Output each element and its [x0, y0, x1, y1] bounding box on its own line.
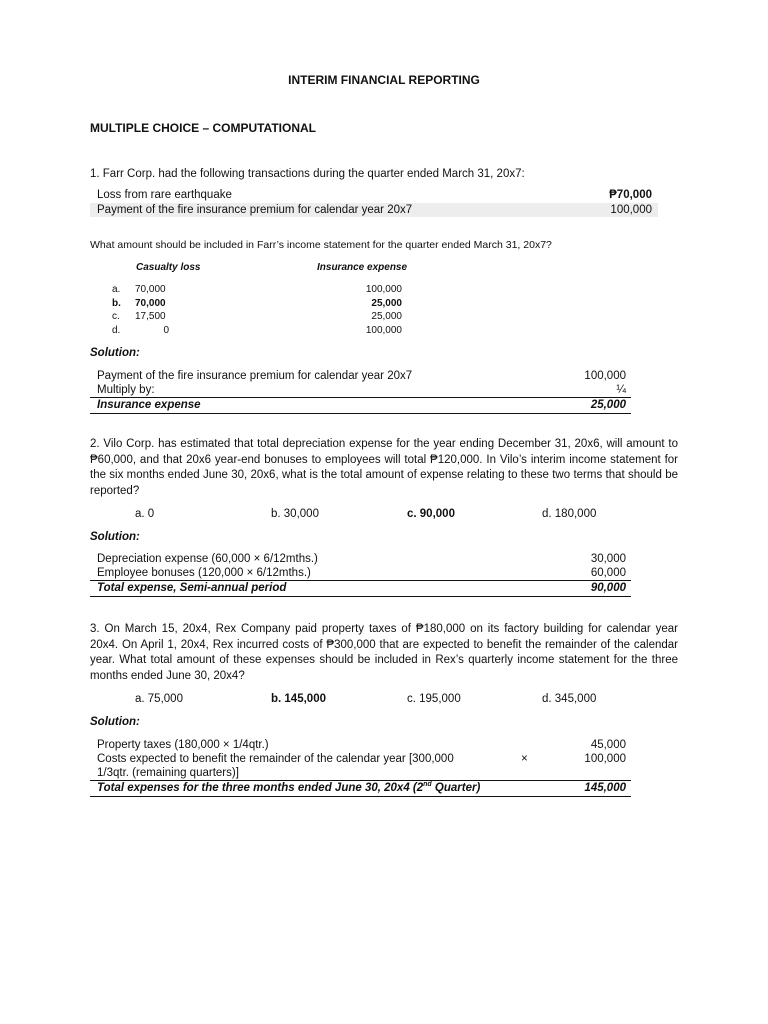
choice-insurance: 100,000 [365, 325, 402, 336]
q2-solution-amount: 30,000 [590, 553, 626, 565]
q1-solution-amount: 100,000 [584, 370, 626, 382]
divider [90, 413, 631, 414]
q2-total-amount: 90,000 [590, 582, 626, 594]
q2-solution-line: Employee bonuses (120,000 × 6/12mths.) [97, 567, 311, 579]
choice-insurance: 25,000 [371, 298, 402, 309]
q2-choice: c. 90,000 [407, 508, 455, 520]
q1-solution-line: Multiply by: [97, 384, 155, 396]
q3-solution-amount: 45,000 [590, 739, 626, 751]
q2-choice: a. 0 [135, 508, 155, 520]
q1-total-label: Insurance expense [97, 399, 201, 411]
q1-item-label: Loss from rare earthquake [97, 189, 232, 201]
choice-casualty: 70,000 [135, 298, 166, 309]
q3-choice: b. 145,000 [271, 693, 326, 705]
q3-solution-label: Solution: [90, 716, 140, 728]
choice-letter: c. [112, 311, 120, 322]
choice-insurance: 25,000 [371, 311, 402, 322]
q1-col2-header: Insurance expense [317, 262, 408, 273]
divider [90, 596, 631, 597]
q1-question: What amount should be included in Farr’s income statement for the quarter ended March 31, 20x7? [90, 239, 552, 251]
q1-item-amount: 100,000 [610, 204, 652, 216]
q3-choice: c. 195,000 [407, 693, 461, 705]
q1-total-amount: 25,000 [590, 399, 626, 411]
q1-solution-label: Solution: [90, 347, 140, 359]
choice-casualty: 0 [163, 325, 169, 336]
q2-total-label: Total expense, Semi-annual period [97, 582, 287, 594]
q3-total-label: Total expenses for the three months ended June 30, 20x4 (2nd Quarter) [97, 781, 481, 794]
q2-text: 2. Vilo Corp. has estimated that total depreciation expense for the year ending December 31, 20x6, will amount to ₱60,000, and that 20x6 year-end bonuses to employees will total ₱120,000. In Vilo’s interim income statement for the six months ended June 30, 20x6, what is the total amount of expense relating to these two terms that should be reported? [90, 438, 678, 497]
q3-solution-amount: 100,000 [584, 753, 626, 765]
q1-solution-line: Payment of the fire insurance premium for calendar year 20x7 [97, 370, 413, 382]
choice-letter: d. [112, 325, 121, 336]
q3-solution-line: Costs expected to benefit the remainder of the calendar year [300,000 [97, 753, 454, 765]
q3-total-amount: 145,000 [584, 782, 626, 794]
choice-letter: a. [112, 284, 121, 295]
q2-choice: b. 30,000 [271, 508, 319, 520]
q3-choice: a. 75,000 [135, 693, 183, 705]
q2-solution-label: Solution: [90, 531, 140, 543]
q1-text: 1. Farr Corp. had the following transactions during the quarter ended March 31, 20x7: [90, 168, 525, 180]
choice-casualty: 17,500 [135, 311, 166, 322]
q3-choice: d. 345,000 [542, 693, 597, 705]
q1-item-amount: ₱70,000 [609, 189, 652, 201]
q1-item-label: Payment of the fire insurance premium for calendar year 20x7 [97, 204, 413, 216]
q2-solution-amount: 60,000 [590, 567, 626, 579]
q1-col1-header: Casualty loss [136, 262, 201, 273]
q3-solution-line: Property taxes (180,000 × 1/4qtr.) [97, 739, 269, 751]
q1-solution-amount: ¼ [616, 384, 626, 396]
multiply-sign: × [521, 753, 528, 765]
page-title: INTERIM FINANCIAL REPORTING [288, 73, 480, 87]
choice-casualty: 70,000 [135, 284, 166, 295]
q2-solution-line: Depreciation expense (60,000 × 6/12mths.) [97, 553, 318, 565]
q2-choice: d. 180,000 [542, 508, 597, 520]
section-heading: MULTIPLE CHOICE – COMPUTATIONAL [90, 121, 316, 135]
choice-letter: b. [112, 298, 121, 309]
q3-solution-line: 1/3qtr. (remaining quarters)] [97, 767, 239, 779]
q3-text: 3. On March 15, 20x4, Rex Company paid property taxes of ₱180,000 on its factory building for calendar year 20x4. On April 1, 20x4, Rex incurred costs of ₱300,000 that are expected to benefit the remainder of the calendar year. What total amount of these expenses should be included in Rex’s quarterly income statement for the three months ended June 30, 20x4? [90, 623, 678, 682]
divider [90, 796, 631, 797]
choice-insurance: 100,000 [365, 284, 402, 295]
